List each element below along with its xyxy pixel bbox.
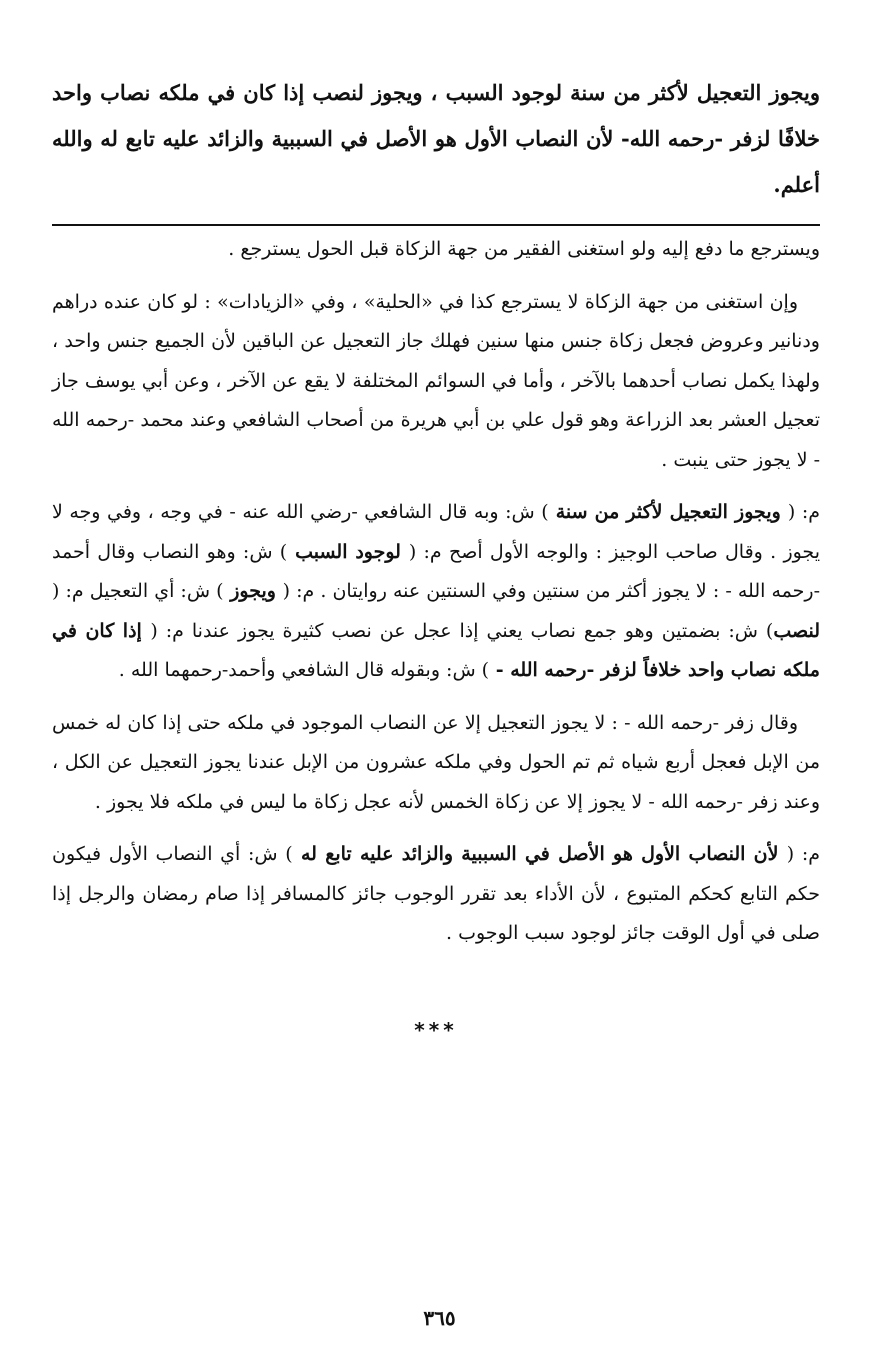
quoted-matn: لأن النصاب الأول هو الأصل في السببية والزائد عليه تابع له <box>292 843 787 865</box>
commentary-text: ) ش: بضمتين وهو جمع نصاب يعني إذا عجل عن نصب كثيرة يجوز عندنا م: ( <box>150 619 774 642</box>
commentary-text: ) ش: وهو النصاب وقال أحمد -رحمه الله - : لا يجوز أكثر من سنتين وفي السنتين عنه روايتان . م: ( <box>52 540 820 602</box>
quoted-matn: ويجوز التعجيل لأكثر من سنة <box>548 501 788 523</box>
commentary-paragraph-4: وقال زفر -رحمه الله - : لا يجوز التعجيل إلا عن النصاب الموجود في ملكه حتى إذا كان له خمس من الإبل فعجل أربع شياه ثم تم الحول وفي ملكه عشرون من الإبل عندنا يجوز التعجيل عن الكل ، وعند زفر -رحمه الله - لا يجوز إلا عن زكاة الخمس لأنه عجل زكاة ما ليس في ملكه فلا يجوز . <box>52 711 820 813</box>
commentary-paragraph-5 <box>52 835 820 954</box>
commentary-paragraph-3 <box>52 493 820 691</box>
quoted-matn: لوجود السبب <box>287 540 409 563</box>
footnote-divider <box>52 224 820 226</box>
commentary-text: ) ش: وبقوله قال الشافعي وأحمد-رحمهما الله . <box>118 659 490 681</box>
commentary-text: م: ( <box>786 843 821 865</box>
commentary-text: ) ش: أي النصاب الأول فيكون حكم التابع كحكم المتبوع ، لأن الأداء بعد تقرر الوجوب جائز كالمسافر إذا صام رمضان والرجل إذا صلى في أول الوقت جائز لوجود سبب الوجوب . <box>52 843 820 944</box>
commentary-paragraph-1: ويسترجع ما دفع إليه ولو استغنى الفقير من جهة الزكاة قبل الحول يسترجع . <box>228 238 820 260</box>
page-number: ٣٦٥ <box>423 1306 456 1330</box>
section-separator-stars: *** <box>414 1017 458 1042</box>
commentary-text: م: ( <box>787 501 820 523</box>
quoted-matn: إذا كان في ملكه نصاب واحد خلافاً لزفر -رحمه الله - <box>52 619 820 681</box>
page-body <box>52 70 820 1042</box>
matn-text: ويجوز التعجيل لأكثر من سنة لوجود السبب ، ويجوز لنصب إذا كان في ملكه نصاب واحد خلافًا لزفر -رحمه الله- لأن النصاب الأول هو الأصل في السببية والزائد عليه تابع له والله أعلم. <box>52 80 820 197</box>
commentary-paragraph-2: وإن استغنى من جهة الزكاة لا يسترجع كذا في «الحلية» ، وفي «الزيادات» : لو كان عنده دراهم ودنانير وعروض فجعل زكاة جنس منها سنين فهلك جاز التعجيل عن الباقين لأن الجميع جنس واحد ، ولهذا يكمل نصاب أحدهما بالآخر ، وأما في السوائم المختلفة لا يقع عن الآخر ، وعن أبي يوسف جاز تعجيل العشر بعد الزراعة وهو قول علي بن أبي هريرة من أصحاب الشافعي وعند محمد -رحمه الله - لا يجوز حتى ينبت . <box>52 290 820 471</box>
commentary-text: ) ش: وبه قال الشافعي -رضي الله عنه - في وجه ، وفي وجه لا يجوز . وقال صاحب الوجيز : والوجه الأول أصح م: ( <box>52 501 820 563</box>
commentary-text: ) ش: أي التعجيل م: ( <box>52 580 224 602</box>
quoted-matn: ويجوز <box>223 580 283 602</box>
quoted-matn: لنصب <box>773 619 820 642</box>
